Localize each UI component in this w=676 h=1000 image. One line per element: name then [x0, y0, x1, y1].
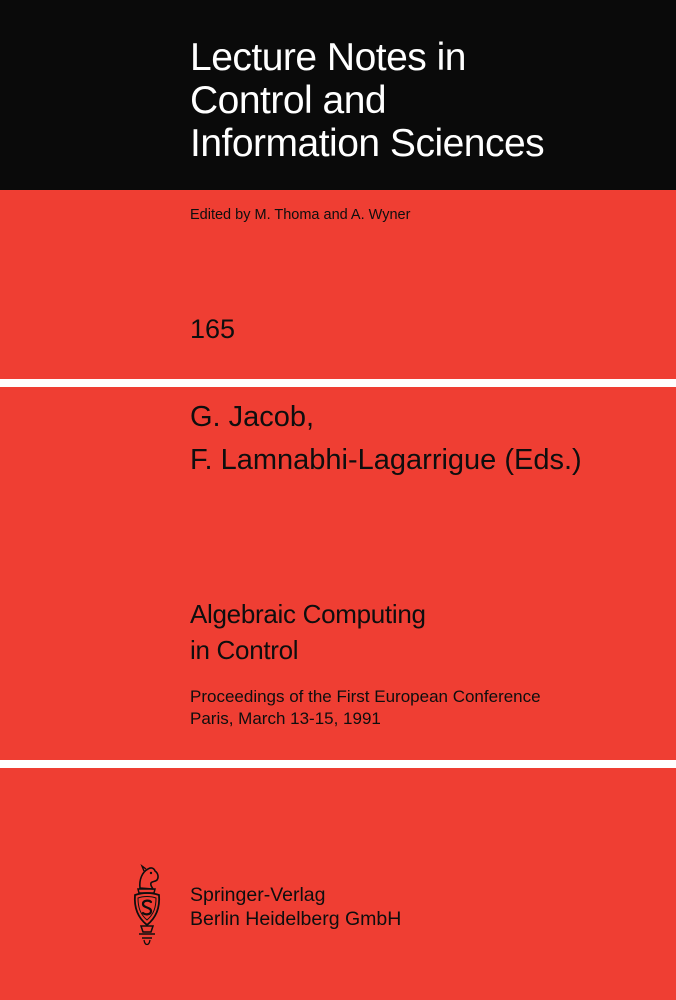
series-title-line-3: Information Sciences	[190, 122, 545, 165]
subtitle-line-1: Proceedings of the First European Conference	[190, 687, 541, 706]
divider-bottom	[0, 760, 676, 768]
series-title	[190, 36, 544, 165]
book-title-line-2: in Control	[190, 635, 299, 665]
book-subtitle	[190, 686, 541, 730]
author-2: F. Lamnabhi-Lagarrigue (Eds.)	[190, 444, 582, 476]
divider-top	[0, 379, 676, 387]
volume-number: 165	[190, 314, 236, 344]
author-1: G. Jacob,	[190, 401, 315, 433]
book-title	[190, 596, 426, 668]
series-editors: Edited by M. Thoma and A. Wyner	[190, 207, 411, 223]
book-title-line-1: Algebraic Computing	[190, 599, 426, 629]
series-title-line-1: Lecture Notes in	[190, 36, 466, 79]
publisher-name: Springer-Verlag	[190, 884, 326, 906]
subtitle-line-2: Paris, March 13-15, 1991	[190, 709, 381, 728]
publisher-location: Berlin Heidelberg GmbH	[190, 908, 402, 930]
series-header	[0, 0, 676, 190]
publisher	[190, 883, 401, 931]
springer-chess-knight-logo-icon	[127, 862, 167, 952]
authors	[190, 396, 582, 482]
series-title-line-2: Control and	[190, 79, 387, 122]
